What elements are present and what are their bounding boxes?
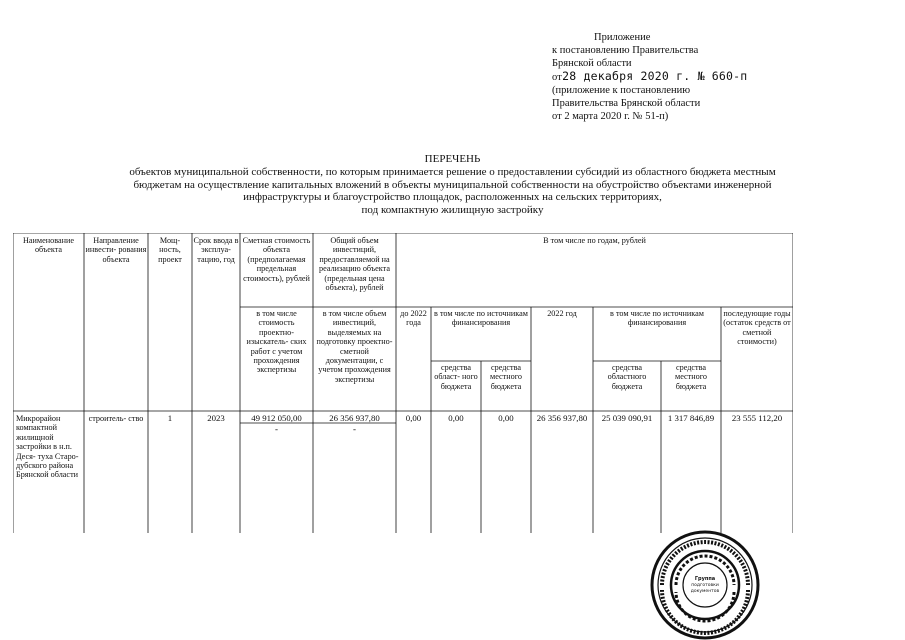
header-regional-budget-1: средства област- ного бюджета: [434, 363, 478, 391]
row-before-2022: 0,00: [405, 413, 422, 423]
stamp-center-line: Группа: [694, 576, 716, 582]
row-year-2022: 26 356 937,80: [536, 413, 588, 423]
appendix-line: к постановлению Правительства: [552, 45, 699, 56]
stamp-center-line: документов: [690, 589, 720, 594]
header-subsequent: последующие годы (остаток средств от сметной стоимости): [723, 309, 791, 347]
row-regional-1: 0,00: [448, 413, 464, 423]
header-local-budget-1: средства местного бюджета: [490, 363, 522, 391]
header-total-incl: в том числе объем инвестиций, выделяемых на подготовку проектно-сметной документации, с учетом прохождения экспертизы: [316, 309, 393, 384]
appendix-line: от 2 марта 2020 г. № 51-п): [552, 111, 669, 122]
appendix-line: Брянской области: [552, 58, 632, 69]
stamp-center-line: подготовки: [691, 583, 719, 588]
official-stamp: [650, 530, 760, 640]
header-year-2022: 2022 год: [547, 309, 577, 318]
date-prefix: от: [552, 72, 563, 83]
header-by-years: В том числе по годам, рублей: [543, 236, 646, 245]
row-total-incl: -: [353, 424, 356, 434]
row-direction: строитель- ство: [88, 414, 144, 423]
date-value: 28 декабря 2020 г. № 660-п: [562, 69, 748, 83]
header-direction: Направление инвести- рования объекта: [85, 236, 147, 264]
subtitle-line: инфраструктуры и благоустройство площадок, расположенных на сельских территориях,: [243, 191, 662, 203]
row-estimate: 49 912 050,00: [251, 413, 302, 423]
stamp-graphic: [650, 530, 760, 640]
document-subtitle: [40, 166, 865, 216]
header-capacity: Мощ- ность, проект: [158, 236, 182, 264]
row-local-2: 1 317 846,89: [667, 413, 715, 423]
appendix-line: (приложение к постановлению: [552, 85, 691, 96]
row-regional-2: 25 039 090,91: [601, 413, 653, 423]
row-local-1: 0,00: [498, 413, 514, 423]
row-name: Микрорайон компактной жилищной застройки в н.п. Деся- туха Старо- дубского района Брянской области: [16, 414, 79, 480]
header-name: Наименование объекта: [22, 236, 74, 255]
header-estimate: Сметная стоимость объекта (предполагаемая предельная стоимость), рублей: [242, 236, 311, 283]
header-incl-sources-1: в том числе по источникам финансирования: [434, 309, 528, 328]
appendix-date-line: [552, 70, 802, 84]
appendix-line: Правительства Брянской области: [552, 98, 701, 109]
header-before-2022: до 2022 года: [400, 309, 427, 328]
header-local-budget-2: средства местного бюджета: [675, 363, 707, 391]
row-subsequent: 23 555 112,20: [731, 413, 783, 423]
header-regional-budget-2: средства областного бюджета: [607, 363, 647, 391]
subtitle-line: под компактную жилищную застройку: [361, 203, 544, 216]
document-title: ПЕРЕЧЕНЬ: [424, 153, 481, 165]
subtitle-line: объектов муниципальной собственности, по которым принимается решение о предоставлении субсидий из областного бюджета местным: [129, 166, 776, 178]
row-total: 26 356 937,80: [329, 413, 380, 423]
header-total: Общий объем инвестиций, предоставляемой на реализацию объекта (предельная цена объекта), рублей: [319, 236, 390, 293]
subtitle-line: бюджетам на осуществление капитальных вложений в объекты муниципальной собственности на обустройство объектами инженерной: [133, 178, 772, 191]
header-estimate-incl: в том числе стоимость проектно- изыскатель- ских работ с учетом прохождения экспертизы: [246, 309, 307, 375]
row-term: 2023: [207, 413, 225, 423]
row-estimate-incl: -: [275, 424, 278, 434]
row-capacity: 1: [167, 413, 173, 423]
header-incl-sources-2: в том числе по источникам финансирования: [610, 309, 704, 328]
header-term: Срок ввода в эксплуа- тацию, год: [193, 236, 239, 264]
appendix-block: [552, 31, 802, 123]
appendix-line: Приложение: [594, 32, 651, 43]
